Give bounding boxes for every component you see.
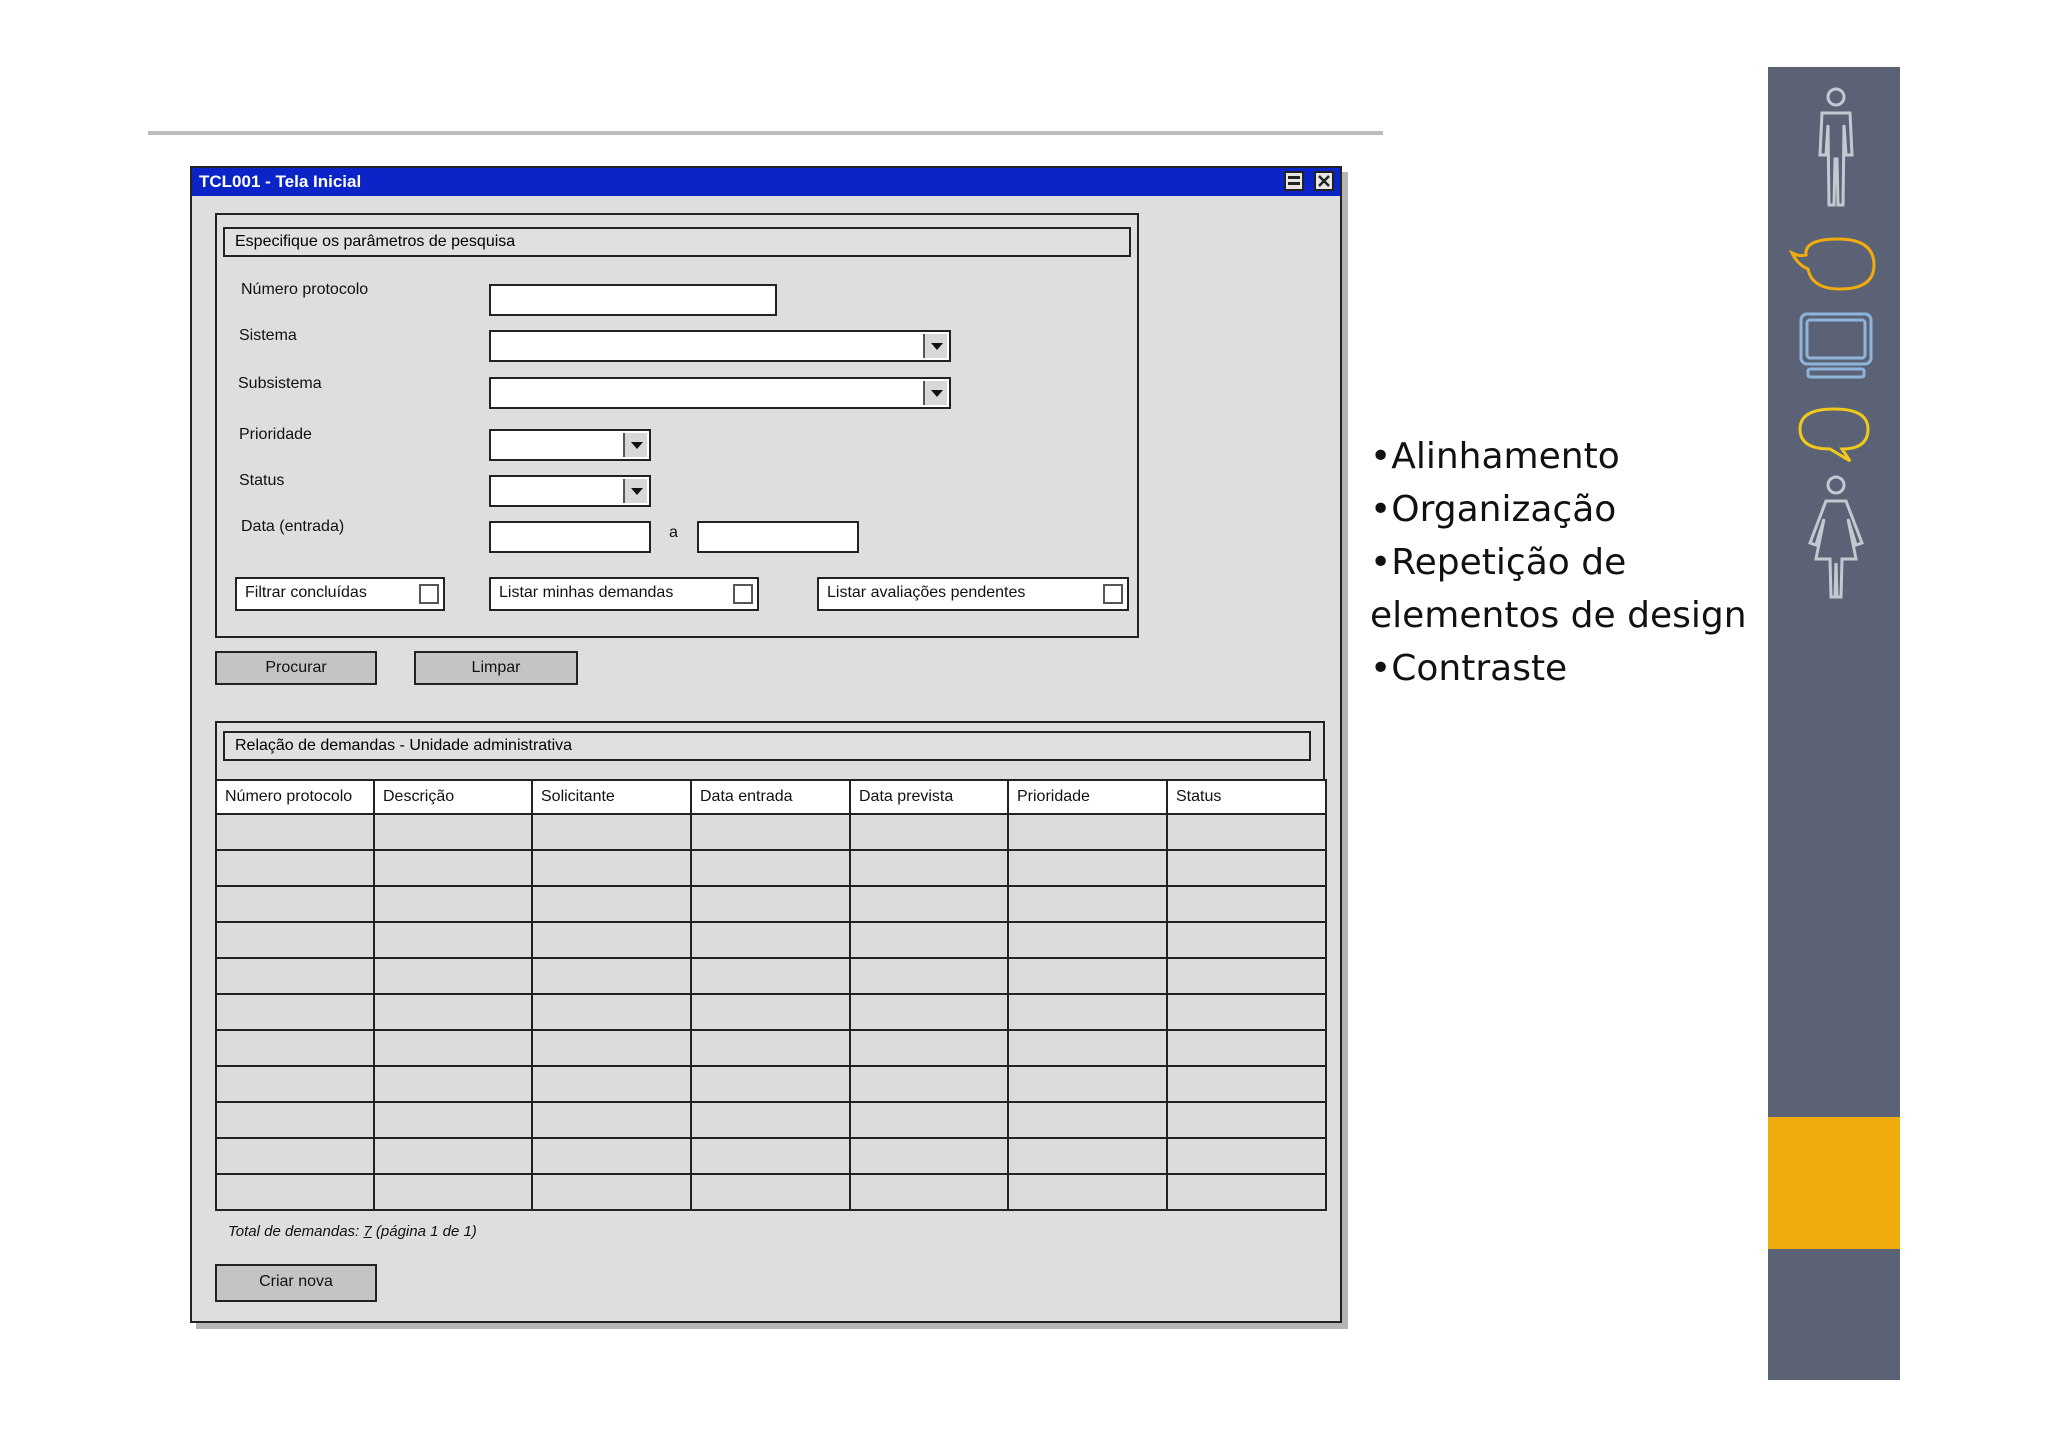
table-cell: [1008, 958, 1167, 994]
listar-minhas-demandas-label: Listar minhas demandas: [499, 584, 674, 601]
table-cell: [850, 922, 1008, 958]
total-prefix: Total de demandas:: [228, 1223, 364, 1240]
table-header-row: [216, 780, 1326, 814]
table-cell: [374, 922, 532, 958]
table-cell: [374, 850, 532, 886]
decorative-sidebar: [1768, 67, 1900, 1380]
table-row[interactable]: [216, 850, 1326, 886]
subsistema-select[interactable]: [489, 377, 951, 409]
table-cell: [374, 1174, 532, 1210]
search-parameters-group: [215, 213, 1139, 638]
table-cell: [691, 1030, 850, 1066]
table-cell: [532, 1174, 691, 1210]
table-cell: [1008, 994, 1167, 1030]
subsistema-label: Subsistema: [238, 375, 322, 392]
checkbox-icon[interactable]: [733, 584, 753, 604]
table-row[interactable]: [216, 1174, 1326, 1210]
table-cell: [850, 1030, 1008, 1066]
filtrar-concluidas-label: Filtrar concluídas: [245, 584, 367, 601]
window-title: TCL001 - Tela Inicial: [199, 172, 362, 191]
monitor-icon: [1798, 311, 1874, 381]
table-cell: [1008, 1174, 1167, 1210]
table-cell: [216, 1066, 374, 1102]
table-cell: [374, 1102, 532, 1138]
table-cell: [1167, 958, 1326, 994]
table-cell: [216, 958, 374, 994]
woman-icon: [1806, 473, 1866, 601]
chevron-down-icon: [923, 334, 947, 358]
table-cell: [532, 994, 691, 1030]
table-cell: [850, 1138, 1008, 1174]
table-cell: [1167, 994, 1326, 1030]
table-cell: [374, 994, 532, 1030]
table-cell: [374, 958, 532, 994]
bullet-item: •Repetição de: [1370, 542, 1627, 583]
table-row[interactable]: [216, 1066, 1326, 1102]
table-cell: [1008, 1102, 1167, 1138]
limpar-button[interactable]: Limpar: [414, 651, 578, 685]
sidebar-accent-block: [1768, 1117, 1900, 1249]
table-cell: [216, 994, 374, 1030]
table-cell: [532, 922, 691, 958]
status-select[interactable]: [489, 475, 651, 507]
listar-avaliacoes-pendentes-label: Listar avaliações pendentes: [827, 584, 1026, 601]
table-cell: [691, 1138, 850, 1174]
data-entrada-label: Data (entrada): [241, 518, 345, 535]
app-window: [190, 166, 1342, 1323]
table-cell: [1008, 922, 1167, 958]
table-cell: [532, 1030, 691, 1066]
bullet-item: •Organização: [1370, 489, 1617, 530]
sistema-label: Sistema: [239, 327, 297, 344]
table-row[interactable]: [216, 886, 1326, 922]
table-cell: [691, 958, 850, 994]
table-cell: [216, 814, 374, 850]
close-button[interactable]: [1314, 171, 1334, 191]
bullet-item: •Alinhamento: [1370, 436, 1620, 477]
table-cell: [1008, 886, 1167, 922]
table-cell: [850, 1066, 1008, 1102]
table-cell: [532, 850, 691, 886]
status-label: Status: [239, 472, 285, 489]
checkbox-icon[interactable]: [419, 584, 439, 604]
table-cell: [850, 814, 1008, 850]
listar-avaliacoes-pendentes-checkbox[interactable]: [817, 577, 1129, 611]
table-cell: [850, 886, 1008, 922]
table-cell: [691, 814, 850, 850]
checkbox-icon[interactable]: [1103, 584, 1123, 604]
data-entrada-to-input[interactable]: [697, 521, 859, 553]
column-header[interactable]: Prioridade: [1008, 780, 1167, 814]
table-cell: [691, 922, 850, 958]
table-cell: [691, 1174, 850, 1210]
table-cell: [1167, 922, 1326, 958]
table-cell: [1167, 1138, 1326, 1174]
total-count-link[interactable]: 7: [363, 1223, 372, 1240]
column-header[interactable]: Solicitante: [532, 780, 691, 814]
column-header[interactable]: Descrição: [374, 780, 532, 814]
table-cell: [374, 1030, 532, 1066]
date-range-separator: a: [669, 524, 678, 541]
table-cell: [216, 922, 374, 958]
table-cell: [216, 1138, 374, 1174]
table-row[interactable]: [216, 922, 1326, 958]
maximize-button[interactable]: [1284, 171, 1304, 191]
table-row[interactable]: [216, 1138, 1326, 1174]
table-cell: [216, 1174, 374, 1210]
column-header[interactable]: Número protocolo: [216, 780, 374, 814]
numero-protocolo-label: Número protocolo: [241, 281, 369, 298]
table-cell: [691, 850, 850, 886]
table-cell: [216, 1102, 374, 1138]
table-cell: [374, 1066, 532, 1102]
table-cell: [532, 1102, 691, 1138]
close-icon: [1317, 174, 1331, 188]
data-entrada-from-input[interactable]: [489, 521, 651, 553]
table-cell: [1167, 814, 1326, 850]
chevron-down-icon: [623, 479, 647, 503]
table-cell: [850, 994, 1008, 1030]
table-cell: [374, 1138, 532, 1174]
table-row[interactable]: [216, 1030, 1326, 1066]
speech-bubble-icon: [1788, 235, 1880, 293]
results-table: [215, 779, 1327, 1211]
table-cell: [216, 886, 374, 922]
table-cell: [691, 1102, 850, 1138]
table-row[interactable]: [216, 814, 1326, 850]
table-cell: [1167, 850, 1326, 886]
window-titlebar: [192, 168, 1340, 196]
table-cell: [374, 814, 532, 850]
slide-divider-line: [148, 131, 1383, 135]
filtrar-concluidas-checkbox[interactable]: [235, 577, 445, 611]
prioridade-label: Prioridade: [239, 426, 312, 443]
table-cell: [691, 886, 850, 922]
table-cell: [691, 994, 850, 1030]
results-header: Relação de demandas - Unidade administrativa: [223, 731, 1311, 761]
table-cell: [1008, 1030, 1167, 1066]
column-header[interactable]: Status: [1167, 780, 1326, 814]
table-cell: [1167, 1102, 1326, 1138]
table-cell: [1008, 850, 1167, 886]
sistema-select[interactable]: [489, 330, 951, 362]
man-icon: [1812, 85, 1860, 207]
search-parameters-header: Especifique os parâmetros de pesquisa: [223, 227, 1131, 257]
total-demandas-text: [228, 1223, 477, 1240]
prioridade-select[interactable]: [489, 429, 651, 461]
listar-minhas-demandas-checkbox[interactable]: [489, 577, 759, 611]
table-cell: [691, 1066, 850, 1102]
table-row[interactable]: [216, 1102, 1326, 1138]
table-cell: [850, 1102, 1008, 1138]
numero-protocolo-input[interactable]: [489, 284, 777, 316]
table-cell: [374, 886, 532, 922]
speech-bubble-icon: [1796, 405, 1872, 465]
criar-nova-button[interactable]: Criar nova: [215, 1264, 377, 1302]
table-cell: [1008, 1066, 1167, 1102]
table-cell: [532, 886, 691, 922]
column-header[interactable]: Data entrada: [691, 780, 850, 814]
procurar-button[interactable]: Procurar: [215, 651, 377, 685]
results-table-body: [216, 814, 1326, 1210]
table-cell: [532, 958, 691, 994]
chevron-down-icon: [623, 433, 647, 457]
table-cell: [850, 850, 1008, 886]
table-cell: [532, 814, 691, 850]
table-cell: [1008, 1138, 1167, 1174]
table-cell: [1167, 1066, 1326, 1102]
table-cell: [1167, 1030, 1326, 1066]
table-cell: [1008, 814, 1167, 850]
table-cell: [216, 850, 374, 886]
table-cell: [850, 1174, 1008, 1210]
table-cell: [216, 1030, 374, 1066]
table-cell: [850, 958, 1008, 994]
column-header[interactable]: Data prevista: [850, 780, 1008, 814]
table-cell: [1167, 886, 1326, 922]
results-group: [215, 721, 1325, 1209]
table-cell: [532, 1138, 691, 1174]
bullet-item: elementos de design: [1370, 595, 1747, 636]
table-cell: [532, 1066, 691, 1102]
bullet-item: •Contraste: [1370, 648, 1568, 689]
table-row[interactable]: [216, 994, 1326, 1030]
total-suffix: (página 1 de 1): [371, 1223, 477, 1240]
chevron-down-icon: [923, 381, 947, 405]
table-cell: [1167, 1174, 1326, 1210]
table-row[interactable]: [216, 958, 1326, 994]
bullet-list: [1370, 430, 1770, 695]
